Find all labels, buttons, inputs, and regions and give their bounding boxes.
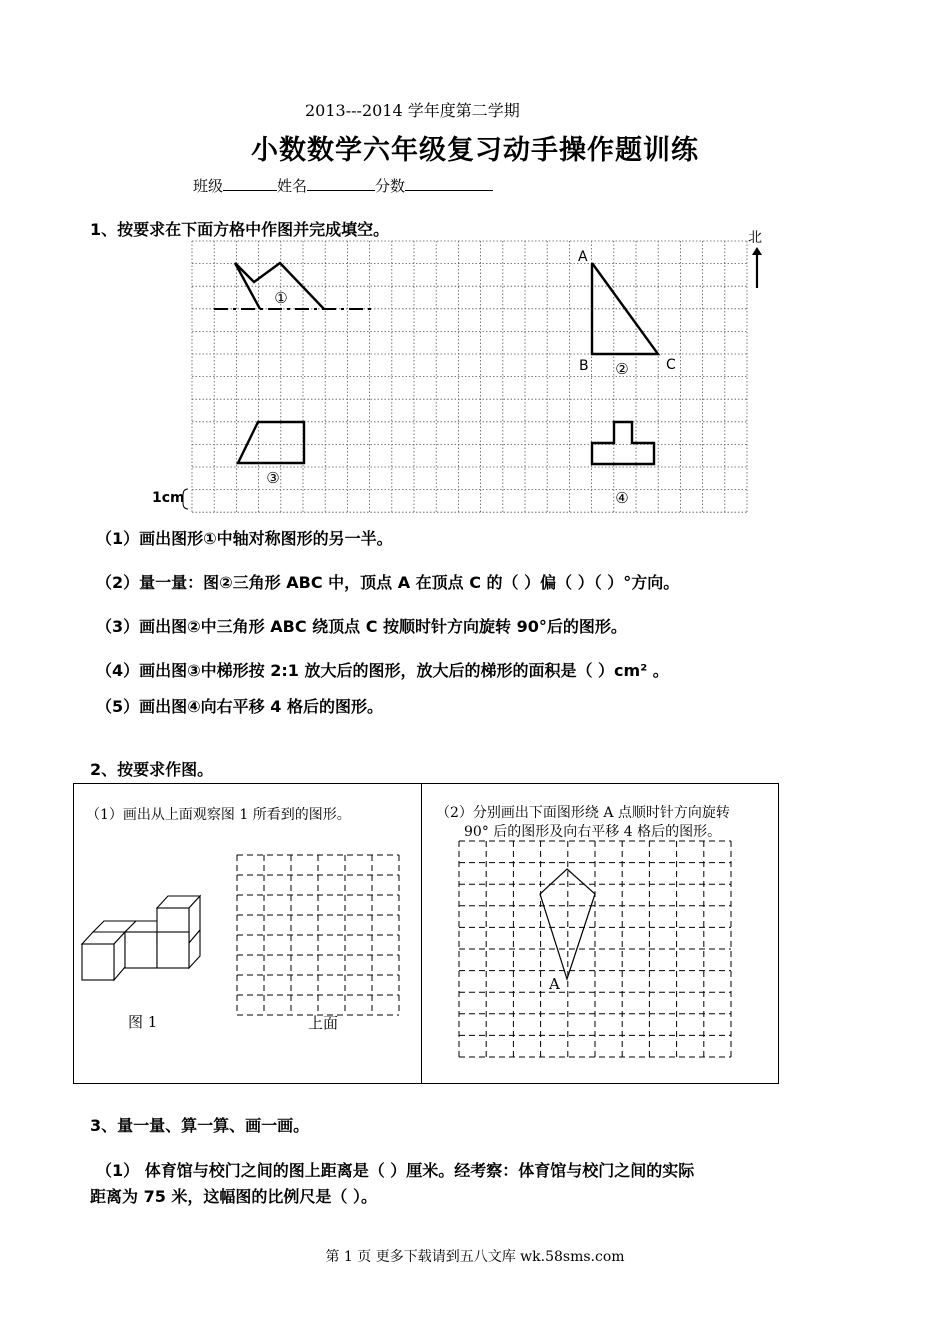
cube-stack-figure xyxy=(82,896,200,980)
q3-item-1-line1: （1） 体育馆与校门之间的图上距离是（ ）厘米。经考察：体育馆与校门之间的实际 xyxy=(96,1161,695,1180)
class-label: 班级 xyxy=(193,177,224,195)
point-a-label-box: A xyxy=(549,975,560,993)
north-label: 北 xyxy=(748,230,762,246)
student-info-line xyxy=(193,175,493,196)
figure-3-label: ③ xyxy=(266,469,280,487)
name-blank[interactable] xyxy=(307,176,375,191)
right-instruction-line1: （2）分别画出下面图形绕 A 点顺时针方向旋转 xyxy=(436,805,730,821)
section2-drawings xyxy=(73,783,779,1084)
figure-1-label: ① xyxy=(274,289,288,307)
section1-grid-figure xyxy=(150,225,780,515)
subtitle: 2013---2014 学年度第二学期 xyxy=(305,101,520,120)
section1-heading: 1、按要求在下面方格中作图并完成填空。 xyxy=(90,220,390,239)
point-b-label: B xyxy=(579,358,589,374)
page-footer: 第 1 页 更多下载请到五八文库 wk.58sms.com xyxy=(325,1249,625,1265)
point-c-label: C xyxy=(666,357,676,373)
section3-heading: 3、量一量、算一算、画一画。 xyxy=(90,1116,310,1135)
page-title: 小数数学六年级复习动手操作题训练 xyxy=(251,135,699,166)
q1-item-2: （2）量一量：图②三角形 ABC 中，顶点 A 在顶点 C 的（ ）偏（ ）（ ）°方向。 xyxy=(96,573,680,592)
scale-label: 1cm xyxy=(152,490,185,506)
top-view-label: 上面 xyxy=(308,1014,339,1032)
q1-item-3: （3）画出图②中三角形 ABC 绕顶点 C 按顺时针方向旋转 90°后的图形。 xyxy=(96,617,627,636)
score-label: 分数 xyxy=(375,177,406,195)
rotation-grid xyxy=(459,841,731,1057)
class-blank[interactable] xyxy=(223,176,277,191)
fig1-label: 图 1 xyxy=(128,1013,158,1031)
name-label: 姓名 xyxy=(277,177,308,195)
figure-3-trapezoid xyxy=(238,422,304,463)
left-instruction: （1）画出从上面观察图 1 所看到的图形。 xyxy=(86,807,351,823)
north-arrow-head-icon xyxy=(752,247,762,255)
figure-2-label: ② xyxy=(615,360,629,378)
score-blank[interactable] xyxy=(405,176,493,191)
q1-item-5: （5）画出图④向右平移 4 格后的图形。 xyxy=(96,697,383,716)
q1-item-1: （1）画出图形①中轴对称图形的另一半。 xyxy=(96,529,393,548)
top-view-grid xyxy=(237,855,399,1015)
figure-4-label: ④ xyxy=(615,489,629,507)
q3-item-1-line2: 距离为 75 米，这幅图的比例尺是（ ）。 xyxy=(90,1187,377,1206)
point-a-label: A xyxy=(578,249,588,265)
section2-heading: 2、按要求作图。 xyxy=(90,760,214,779)
q1-item-4: （4）画出图③中梯形按 2:1 放大后的图形，放大后的梯形的面积是（ ）cm² 。 xyxy=(96,661,669,680)
figure-4-shape xyxy=(592,422,654,464)
right-instruction-line2: 90° 后的图形及向右平移 4 格后的图形。 xyxy=(464,824,722,840)
